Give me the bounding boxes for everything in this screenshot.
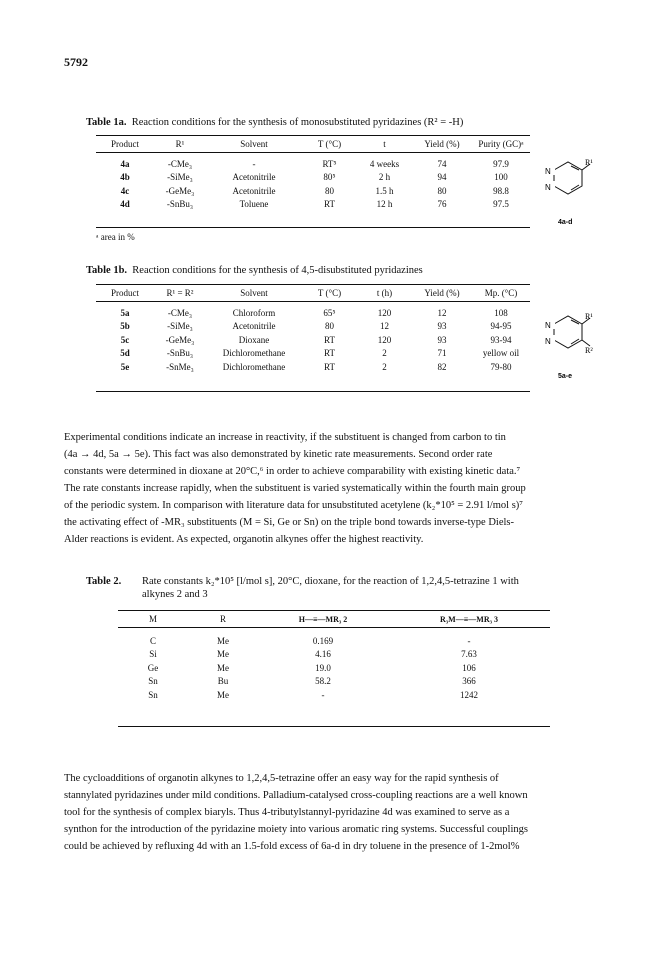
table1b-header: Yield (%) <box>424 288 460 298</box>
table-cell: 97.9 <box>493 158 509 169</box>
table-row <box>96 306 530 320</box>
table-cell: Me <box>217 662 229 673</box>
table-cell: Dichloromethane <box>222 361 286 372</box>
table-cell: 2 <box>382 361 387 372</box>
table-cell: RT <box>324 361 335 372</box>
table-cell: -SnBu₃ <box>166 199 194 210</box>
table1a-header: Solvent <box>240 139 268 149</box>
table-cell: Chloroform <box>232 307 276 318</box>
table-row <box>96 184 530 198</box>
table-cell: 100 <box>494 172 508 183</box>
table-cell: 366 <box>462 676 476 687</box>
table-cell: 4d <box>120 199 130 210</box>
table2-caption-label: Table 2. <box>86 576 122 587</box>
text-line: stannylated pyridazines under mild conditions. Palladium-catalysed cross-coupling reactions are a well known <box>64 790 528 801</box>
nitrogen-label: N <box>545 183 551 192</box>
table1b-header: Solvent <box>240 288 268 298</box>
table-cell: C <box>149 635 156 646</box>
table-cell: -CMe₃ <box>167 158 193 169</box>
table-row <box>96 320 530 334</box>
table1b-header-row <box>96 285 530 302</box>
structure-label: 5a-e <box>558 373 573 380</box>
table-row <box>118 688 550 702</box>
table-cell: 80 <box>437 185 447 196</box>
table-cell: 1.5 h <box>375 185 394 196</box>
table-cell: 2 h <box>378 172 391 183</box>
table-cell: Sn <box>148 689 158 700</box>
table-cell: 80 <box>325 321 334 332</box>
table-cell: 80 <box>325 185 334 196</box>
table-cell: Dioxane <box>238 334 270 345</box>
table-cell: RT <box>324 199 335 210</box>
table-cell: 94 <box>437 172 447 183</box>
table-cell: 5d <box>120 348 130 359</box>
paragraph-coupling <box>64 770 612 855</box>
table-row <box>96 171 530 185</box>
text-line: Experimental conditions indicate an increase in reactivity, if the substituent is changed from carbon to tin <box>64 432 506 443</box>
table1b-caption-label: Table 1b. <box>86 265 128 276</box>
table-cell: Sn <box>148 676 158 687</box>
table1a-caption <box>86 116 463 129</box>
text-line: (4a → 4d, 5a → 5e). This fact was also demonstrated by kinetic rate measurements. Second order rate <box>64 449 493 460</box>
table-row <box>96 157 530 171</box>
substituent-label: R² <box>585 346 593 355</box>
table2 <box>118 611 550 702</box>
table-cell: 76 <box>437 199 447 210</box>
table-cell: 4.16 <box>315 649 331 660</box>
table1a-header: T (°C) <box>317 139 342 149</box>
table-row <box>118 661 550 675</box>
table2-header: R <box>219 614 226 624</box>
table2-header: H—≡—MR₃ 2 <box>298 614 348 624</box>
table-cell: 93 <box>437 334 447 345</box>
pyridazine-structure-5a-e <box>534 312 594 387</box>
table-cell: 82 <box>437 361 447 372</box>
table1a-header: Purity (GC)ᵃ <box>478 139 524 149</box>
nitrogen-label: N <box>545 321 551 330</box>
table2-header: M <box>148 614 157 624</box>
table-cell: 80⁵ <box>323 172 336 183</box>
table-cell: -SiMe₃ <box>167 321 193 332</box>
page-number: 5792 <box>64 55 88 69</box>
table-cell: Acetonitrile <box>232 172 276 183</box>
table1b-caption <box>86 264 423 277</box>
table-cell: RT⁵ <box>322 158 337 169</box>
table-row <box>118 648 550 662</box>
table-cell: 5a <box>120 307 130 318</box>
table-cell: Bu <box>217 676 229 687</box>
table-cell: 7.63 <box>461 649 477 660</box>
table-cell: 12 h <box>376 199 393 210</box>
table-row <box>118 675 550 689</box>
table2-caption-line1: Rate constants k₂*10⁵ [l/mol s], 20°C, dioxane, for the reaction of 1,2,4,5-tetrazine 1 with <box>142 576 519 587</box>
table-cell: 93-94 <box>490 334 512 345</box>
table-cell: 94-95 <box>490 321 512 332</box>
text-line: The cycloadditions of organotin alkynes to 1,2,4,5-tetrazine offer an easy way for the rapid synthesis of <box>64 773 499 784</box>
nitrogen-label: N <box>545 337 551 346</box>
table1a-header: R¹ <box>175 139 185 149</box>
table-cell: RT <box>324 334 335 345</box>
table1b-header: R¹ = R² <box>166 288 194 298</box>
table-cell: 4a <box>120 158 130 169</box>
table2-bottom-rule <box>118 726 550 727</box>
table-cell: -SiMe₃ <box>167 172 193 183</box>
table-cell: 74 <box>437 158 447 169</box>
table1a-header: Yield (%) <box>424 139 460 149</box>
table1b <box>96 285 530 374</box>
table-cell: 12 <box>437 307 447 318</box>
table-cell: - <box>252 158 256 169</box>
table-cell: -CMe₃ <box>167 307 193 318</box>
table-cell: 79-80 <box>490 361 512 372</box>
table-cell: Acetonitrile <box>232 185 276 196</box>
table-cell: -SnBu₃ <box>166 348 194 359</box>
table-cell: 4b <box>120 172 130 183</box>
table-cell: 120 <box>377 334 392 345</box>
table-cell: Me <box>217 649 229 660</box>
table1a-caption-label: Table 1a. <box>86 117 127 128</box>
table-row <box>96 333 530 347</box>
text-line: The rate constants increase rapidly, when the substituent is varied systematically within the fourth main group <box>64 483 526 494</box>
table-cell: 12 <box>380 321 389 332</box>
pyridazine-structure-4a-d <box>534 158 594 228</box>
table-cell: RT <box>324 348 335 359</box>
table-cell: yellow oil <box>482 348 520 359</box>
table-cell: -GeMe₃ <box>165 334 195 345</box>
text-line: the activating effect of -MR₃ substituents (M = Si, Ge or Sn) on the triple bond towards inverse-type Diels- <box>64 517 515 528</box>
table1a-footnote: ᵃ area in % <box>96 232 135 242</box>
table-cell: 98.8 <box>493 185 509 196</box>
table-cell: 2 <box>382 348 387 359</box>
text-line: could be achieved by refluxing 4d with an 1.5-fold excess of 6a-d in dry toluene in the presence of 1-2mol% <box>64 841 520 852</box>
table-row <box>96 198 530 212</box>
table-cell: 5c <box>120 334 130 345</box>
paragraph-kinetics <box>64 429 612 548</box>
table1b-caption-text: Reaction conditions for the synthesis of 4,5-disubstituted pyridazines <box>132 265 423 276</box>
table1b-header: t (h) <box>376 288 393 298</box>
table-cell: -SnMe₃ <box>166 361 194 372</box>
table-cell: 0.169 <box>312 635 334 646</box>
table-row <box>96 347 530 361</box>
table-cell: -GeMe₃ <box>165 185 195 196</box>
table1a-bottom-rule <box>96 227 530 228</box>
table-cell: Me <box>217 635 229 646</box>
table1a-caption-text: Reaction conditions for the synthesis of monosubstituted pyridazines (R² = -H) <box>131 117 464 128</box>
table2-caption-line2: alkynes 2 and 3 <box>142 589 208 600</box>
table-cell: Toluene <box>239 199 269 210</box>
table-cell: - <box>321 689 325 700</box>
table-cell: 4 weeks <box>369 158 400 169</box>
table-cell: 5e <box>120 361 130 372</box>
substituent-label: R¹ <box>585 312 593 321</box>
table1a-header-row <box>96 136 530 153</box>
table1b-header: Mp. (°C) <box>484 288 518 298</box>
text-line: synthon for the introduction of the pyridazine moiety into various aromatic ring systems. Successful couplings <box>64 824 528 835</box>
table-cell: Dichloromethane <box>222 348 286 359</box>
table1a-header: t <box>383 139 386 149</box>
table-cell: Acetonitrile <box>232 321 276 332</box>
table-cell: 5b <box>120 321 130 332</box>
table1b-bottom-rule <box>96 391 530 392</box>
table-cell: - <box>467 635 471 646</box>
table2-header-row <box>118 611 550 628</box>
text-line: constants were determined in dioxane at 20°C,⁶ in order to achieve comparability with existing kinetic data.⁷ <box>64 466 521 477</box>
text-line: of the periodic system. In comparison with literature data for unsubstituted acetylene (k₂*10⁵ = 2.91 l/mol s)⁷ <box>64 500 523 511</box>
table1a-header: Product <box>111 139 139 149</box>
substituent-label: R¹ <box>585 158 593 167</box>
table1b-header: Product <box>111 288 139 298</box>
table-row <box>118 634 550 648</box>
table-cell: 106 <box>462 662 476 673</box>
table1b-header: T (°C) <box>317 288 342 298</box>
table-cell: 71 <box>437 348 447 359</box>
table1a <box>96 136 530 211</box>
table-cell: Ge <box>147 662 159 673</box>
table-cell: Si <box>149 649 157 660</box>
table-cell: 58.2 <box>315 676 331 687</box>
table-cell: 108 <box>494 307 508 318</box>
table-cell: 4c <box>120 185 130 196</box>
table-row <box>96 360 530 374</box>
text-line: tool for the synthesis of complex biaryls. Thus 4-tributylstannyl-pyridazine 4d was examined to serve as a <box>64 807 510 818</box>
table-cell: 19.0 <box>315 662 331 673</box>
table-cell: 120 <box>377 307 392 318</box>
text-line: Alder reactions is evident. As expected, organotin alkynes offer the highest reactivity. <box>64 534 424 545</box>
table-cell: 93 <box>437 321 447 332</box>
table-cell: 1242 <box>460 689 478 700</box>
table2-caption <box>86 575 519 601</box>
table-cell: Me <box>217 689 229 700</box>
nitrogen-label: N <box>545 167 551 176</box>
structure-label: 4a-d <box>558 219 573 226</box>
table2-header: R₃M—≡—MR₃ 3 <box>439 614 498 624</box>
table-cell: 65⁵ <box>323 307 336 318</box>
table-cell: 97.5 <box>493 199 509 210</box>
